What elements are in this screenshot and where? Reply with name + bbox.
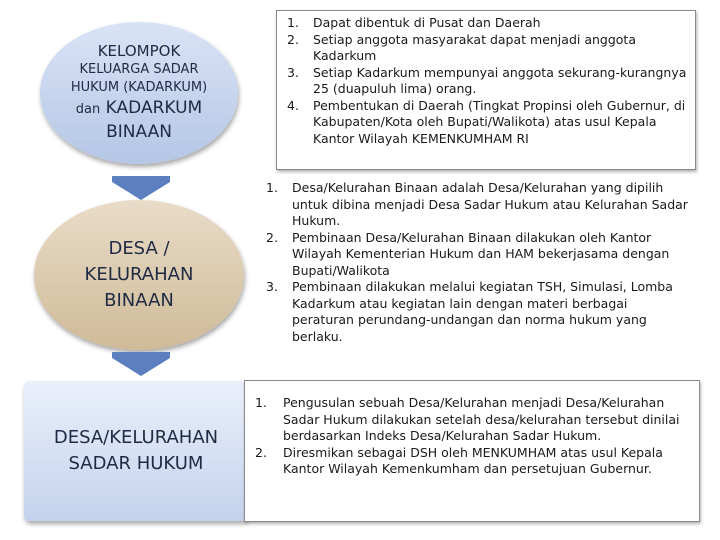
down-arrow-2	[112, 352, 170, 376]
list-item: 3. Setiap Kadarkum mempunyai anggota sekurang-kurangnya 25 (duapuluh lima) orang.	[287, 64, 687, 96]
kadarkum-description-box	[276, 10, 696, 170]
list-item: 2. Diresmikan sebagai DSH oleh MENKUMHAM atas usul Kepala Kantor Wilayah Kemenkumham dan persetujuan Gubernur.	[255, 444, 663, 476]
stage-kadarkum-oval	[40, 22, 238, 164]
list-item: 1. Desa/Kelurahan Binaan adalah Desa/Kelurahan yang dipilih untuk dibina menjadi Desa Sadar Hukum atau Kelurahan Sadar Hukum.	[266, 180, 688, 228]
stage1-line5: BINAAN	[106, 122, 172, 142]
stage-desa-binaan-oval	[34, 200, 244, 350]
stage1-line4-prefix: dan	[75, 102, 101, 117]
stage1-line4-main: KADARKUM	[105, 98, 203, 118]
stage1-line4	[76, 97, 202, 121]
desa-binaan-description-box	[258, 178, 698, 370]
list-item: 1. Dapat dibentuk di Pusat dan Daerah	[287, 15, 541, 30]
desa-sadar-hukum-description-box	[244, 380, 700, 522]
stage1-line2: KELUARGA SADAR	[79, 62, 199, 77]
list-item: 3. Pembinaan dilakukan melalui kegiatan TSH, Simulasi, Lomba Kadarkum atau kegiatan lain dengan materi berbagai peraturan perundang-undangan dan norma hukum yang berlaku.	[266, 279, 673, 344]
stage-desa-sadar-hukum-box	[24, 381, 248, 521]
stage1-line3: HUKUM (KADARKUM)	[70, 80, 208, 95]
stage1-line1: KELOMPOK	[97, 42, 181, 60]
desa-sadar-hukum-list	[245, 381, 699, 478]
down-arrow-1	[112, 176, 170, 200]
stage3-line1: DESA/KELURAHAN	[53, 427, 219, 448]
stage2-line1: DESA /	[108, 238, 170, 259]
list-item: 4. Pembentukan di Daerah (Tingkat Propinsi oleh Gubernur, di Kabupaten/Kota oleh Bupati/Walikota) atas usul Kepala Kantor Wilayah KEMENKUMHAM RI	[287, 97, 686, 146]
stage2-line2: KELURAHAN	[84, 264, 194, 285]
stage3-line2: SADAR HUKUM	[68, 453, 204, 474]
list-item: 2. Setiap anggota masyarakat dapat menjadi anggota Kadarkum	[287, 31, 636, 63]
list-item: 2. Pembinaan Desa/Kelurahan Binaan dilakukan oleh Kantor Wilayah Kementerian Hukum dan HAM bekerjasama dengan Bupati/Walikota	[266, 229, 670, 278]
stage2-line3: BINAAN	[104, 290, 174, 311]
desa-binaan-list	[258, 178, 698, 345]
kadarkum-list	[277, 11, 695, 147]
list-item: 1. Pengusulan sebuah Desa/Kelurahan menjadi Desa/Kelurahan Sadar Hukum dilakukan setelah desa/kelurahan tersebut dinilai berdasarkan Indeks Desa/Kelurahan Sadar Hukum.	[255, 395, 680, 443]
